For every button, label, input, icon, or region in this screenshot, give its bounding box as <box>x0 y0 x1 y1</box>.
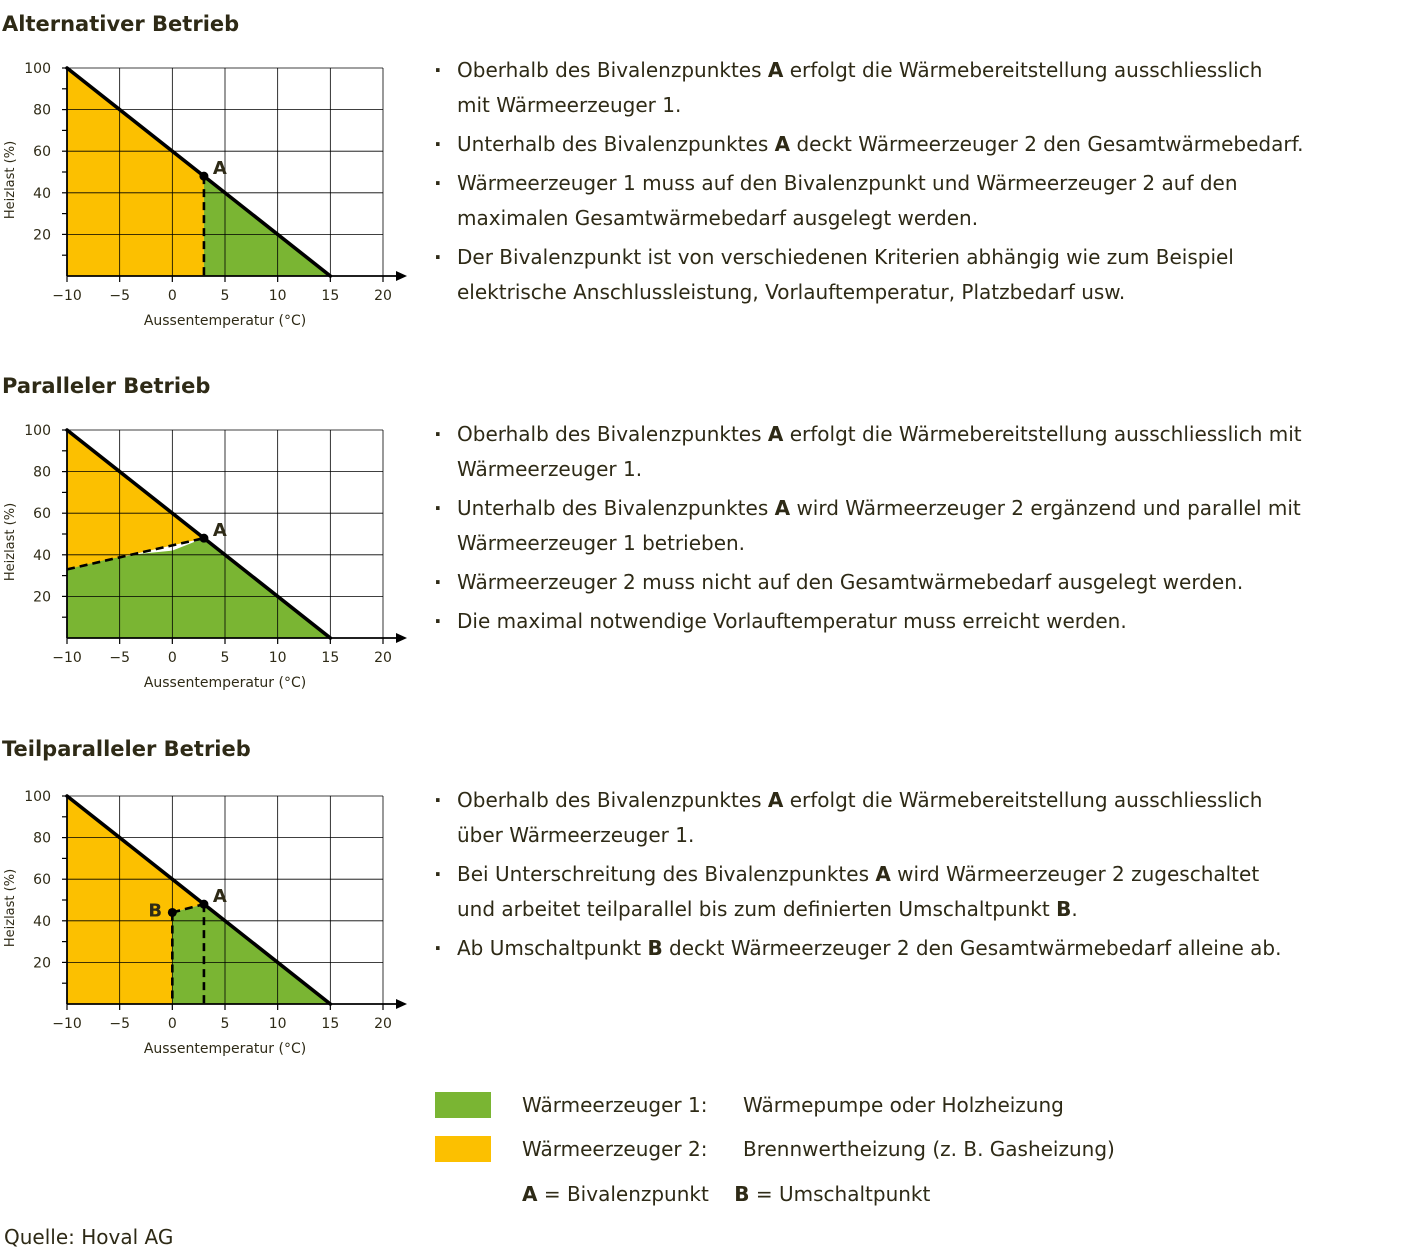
x-axis-label: Aussentemperatur (°C) <box>143 675 307 691</box>
x-tick-label: 0 <box>167 288 177 304</box>
y-tick-label: 20 <box>33 227 51 244</box>
x-tick-label: 15 <box>321 288 340 304</box>
bullet-text: Wärmeerzeuger 1 betrieben. <box>457 531 746 555</box>
bullet-text: Oberhalb des Bivalenzpunktes <box>457 422 768 446</box>
legend-points <box>522 1182 930 1206</box>
bivalence-point-marker <box>199 172 208 181</box>
y-tick-label: 20 <box>33 955 51 972</box>
bullet-list-alternativ <box>432 53 1304 314</box>
bullet-text: Wärmeerzeuger 1. <box>457 457 643 481</box>
x-tick-label: −5 <box>109 288 130 304</box>
bullet-point-letter: A <box>774 496 791 520</box>
y-tick-label: 40 <box>33 185 51 202</box>
bullet-text: deckt Wärmeerzeuger 2 den Gesamtwärmebedarf. <box>790 132 1304 156</box>
section-title-alternativ: Alternativer Betrieb <box>2 12 240 36</box>
bullet-text: maximalen Gesamtwärmebedarf ausgelegt werden. <box>457 206 979 230</box>
x-tick-label: 20 <box>374 650 392 666</box>
x-tick-label: −10 <box>52 1016 82 1032</box>
bullet-item <box>432 127 1304 162</box>
x-tick-label: −10 <box>52 288 82 304</box>
x-tick-label: 15 <box>321 650 340 666</box>
y-axis-label: Heizlast (%) <box>3 868 18 948</box>
x-tick-label: 0 <box>167 1016 177 1032</box>
bullet-text: erfolgt die Wärmebereitstellung ausschliesslich <box>783 788 1263 812</box>
bullet-list-parallel <box>432 417 1302 643</box>
chart-teilparalleler-betrieb <box>0 778 420 1068</box>
bullet-text: deckt Wärmeerzeuger 2 den Gesamtwärmebedarf alleine ab. <box>662 936 1282 960</box>
x-tick-label: 0 <box>167 650 177 666</box>
bullet-text: Ab Umschaltpunkt <box>457 936 648 960</box>
y-tick-label: 100 <box>24 789 51 805</box>
bullet-item <box>432 240 1304 310</box>
bivalence-point-label: A <box>212 520 227 542</box>
y-tick-label: 40 <box>33 547 51 564</box>
bullet-text: Unterhalb des Bivalenzpunktes <box>457 132 775 156</box>
legend-point-a-letter: A <box>522 1182 538 1206</box>
legend-generator-1-description: Wärmepumpe oder Holzheizung <box>743 1093 1064 1117</box>
x-tick-label: −10 <box>52 650 82 666</box>
y-tick-label: 80 <box>33 464 51 481</box>
bullet-point-letter: A <box>875 862 891 886</box>
x-tick-label: 10 <box>268 288 287 304</box>
legend-generator-2-description: Brennwertheizung (z. B. Gasheizung) <box>743 1137 1115 1161</box>
bullet-text: Oberhalb des Bivalenzpunktes <box>457 58 768 82</box>
bullet-list-teilparallel <box>432 783 1281 970</box>
bullet-text: Wärmeerzeuger 1 muss auf den Bivalenzpunkt und Wärmeerzeuger 2 auf den <box>457 171 1238 195</box>
bullet-item <box>432 565 1302 600</box>
legend-point-a-text: = Bivalenzpunkt <box>537 1182 709 1206</box>
x-tick-label: −5 <box>109 1016 130 1032</box>
source-credit: Quelle: Hoval AG <box>4 1225 174 1249</box>
bullet-text: Unterhalb des Bivalenzpunktes <box>457 496 775 520</box>
bullet-text: wird Wärmeerzeuger 2 ergänzend und parallel mit <box>790 496 1301 520</box>
bullet-item <box>432 491 1302 561</box>
x-axis-label: Aussentemperatur (°C) <box>143 313 307 329</box>
y-tick-label: 60 <box>33 144 51 161</box>
chart-paralleler-betrieb <box>0 412 420 702</box>
bullet-text: Bei Unterschreitung des Bivalenzpunktes <box>457 862 876 886</box>
x-axis-arrow <box>396 271 407 281</box>
area-waermeerzeuger-2 <box>67 68 204 276</box>
bullet-point-letter: A <box>767 788 784 812</box>
y-axis-label: Heizlast (%) <box>3 502 18 582</box>
bullet-point-letter: B <box>1056 897 1072 921</box>
x-tick-label: 20 <box>374 1016 392 1032</box>
bullet-text: Der Bivalenzpunkt ist von verschiedenen Kriterien abhängig wie zum Beispiel <box>457 245 1234 269</box>
y-tick-label: 100 <box>24 61 51 77</box>
area-waermeerzeuger-1 <box>172 904 330 1004</box>
x-tick-label: 10 <box>268 1016 287 1032</box>
bivalence-point-label: A <box>212 158 227 180</box>
bullet-point-letter: A <box>774 132 791 156</box>
x-tick-label: 20 <box>374 288 392 304</box>
legend-swatch-yellow <box>435 1136 491 1162</box>
bullet-text: . <box>1071 897 1078 921</box>
bullet-item <box>432 53 1304 123</box>
bullet-text: mit Wärmeerzeuger 1. <box>457 93 682 117</box>
bullet-text: Oberhalb des Bivalenzpunktes <box>457 788 768 812</box>
x-tick-label: 5 <box>220 650 230 666</box>
y-tick-label: 20 <box>33 589 51 606</box>
bullet-item <box>432 857 1281 927</box>
bullet-text: elektrische Anschlussleistung, Vorlauftemperatur, Platzbedarf usw. <box>457 280 1126 304</box>
bullet-item <box>432 166 1304 236</box>
bullet-item <box>432 604 1302 639</box>
bullet-text: Die maximal notwendige Vorlauftemperatur muss erreicht werden. <box>457 609 1127 633</box>
y-tick-label: 80 <box>33 102 51 119</box>
y-tick-label: 100 <box>24 423 51 439</box>
bullet-item <box>432 417 1302 487</box>
x-axis-arrow <box>396 999 407 1009</box>
bullet-point-letter: A <box>767 58 784 82</box>
switch-point-label: B <box>148 900 163 922</box>
bullet-text: und arbeitet teilparallel bis zum definierten Umschaltpunkt <box>457 897 1057 921</box>
y-tick-label: 40 <box>33 913 51 930</box>
x-tick-label: 5 <box>220 288 230 304</box>
bivalence-point-marker <box>199 534 208 543</box>
bullet-point-letter: B <box>647 936 663 960</box>
chart-alternativer-betrieb <box>0 50 420 340</box>
y-tick-label: 80 <box>33 830 51 847</box>
x-tick-label: −5 <box>109 650 130 666</box>
y-tick-label: 60 <box>33 506 51 523</box>
section-title-teilparallel: Teilparalleler Betrieb <box>2 737 251 761</box>
bullet-text: erfolgt die Wärmebereitstellung ausschliesslich mit <box>783 422 1302 446</box>
legend-generator-2-label: Wärmeerzeuger 2: <box>522 1137 708 1161</box>
bullet-text: Wärmeerzeuger 2 muss nicht auf den Gesamtwärmebedarf ausgelegt werden. <box>457 570 1244 594</box>
x-tick-label: 5 <box>220 1016 230 1032</box>
x-axis-label: Aussentemperatur (°C) <box>143 1041 307 1057</box>
bullet-text: erfolgt die Wärmebereitstellung ausschliesslich <box>783 58 1263 82</box>
x-tick-label: 10 <box>268 650 287 666</box>
legend-point-b-text: = Umschaltpunkt <box>749 1182 931 1206</box>
bullet-text: wird Wärmeerzeuger 2 zugeschaltet <box>890 862 1260 886</box>
bullet-point-letter: A <box>767 422 784 446</box>
bullet-item <box>432 783 1281 853</box>
x-tick-label: 15 <box>321 1016 340 1032</box>
section-title-parallel: Paralleler Betrieb <box>2 374 211 398</box>
bullet-text: über Wärmeerzeuger 1. <box>457 823 695 847</box>
bivalence-point-label: A <box>212 886 227 908</box>
y-axis-label: Heizlast (%) <box>3 140 18 220</box>
y-tick-label: 60 <box>33 872 51 889</box>
legend-point-b-letter: B <box>734 1182 750 1206</box>
legend-generator-1-label: Wärmeerzeuger 1: <box>522 1093 708 1117</box>
x-axis-arrow <box>396 633 407 643</box>
bullet-item <box>432 931 1281 966</box>
bivalence-point-marker <box>199 900 208 909</box>
legend-swatch-green <box>435 1092 491 1118</box>
switch-point-marker <box>168 908 177 917</box>
